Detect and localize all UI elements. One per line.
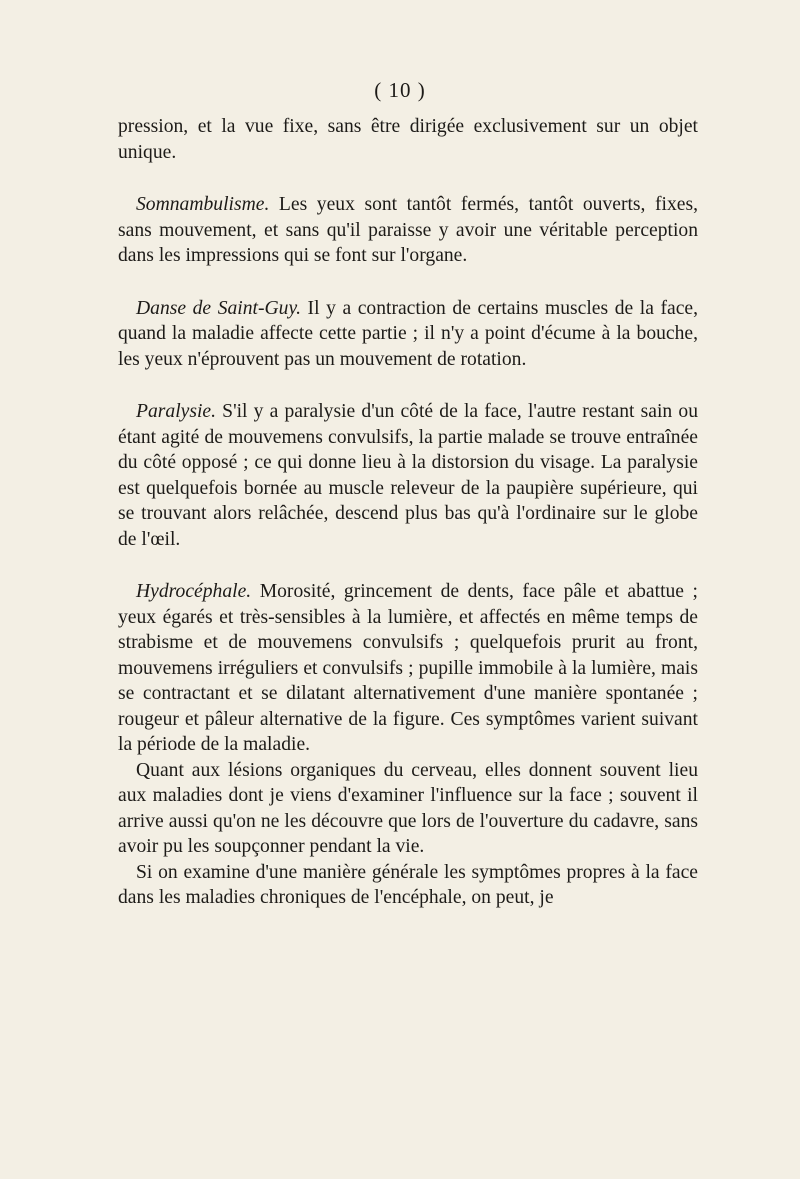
- entry-term: Danse de Saint-Guy.: [136, 297, 301, 319]
- paragraph-paralysie: [118, 399, 698, 552]
- paragraph-text: Quant aux lésions organiques du cerveau, elles donnent souvent lieu aux maladies dont je viens d'examiner l'influence sur la face ; souvent il arrive aussi qu'on ne les découvre que lors de l'ouverture du cadavre, sans avoir pu les soupçonner pendant la vie.: [118, 759, 698, 857]
- paragraph-text: pression, et la vue fixe, sans être dirigée exclusivement sur un objet unique.: [118, 116, 698, 163]
- paragraph-somnambulisme: [118, 192, 698, 269]
- paragraph-text: Les yeux sont tantôt fermés, tantôt ouverts, fixes, sans mouvement, et sans qu'il paraisse y avoir une véritable perception dans les impressions qui se font sur l'organe.: [118, 194, 698, 266]
- paragraph-lesions-organiques: [118, 758, 698, 860]
- paragraph-text: Si on examine d'une manière générale les symptômes propres à la face dans les maladies chroniques de l'encéphale, on peut, je: [118, 861, 698, 908]
- body-text: [118, 114, 698, 911]
- entry-term: Hydrocéphale.: [136, 581, 252, 602]
- paragraph-hydrocephale: [118, 579, 698, 758]
- paragraph-continuation: [118, 114, 698, 165]
- entry-term: Paralysie.: [136, 401, 216, 422]
- paragraph-symptomes-generaux: [118, 860, 698, 911]
- paragraph-text: Il y a contraction de certains muscles de la face, quand la maladie affecte cette partie ; il n'y a point d'écume à la bouche, les yeux n'éprouvent pas un mouvement de rotation.: [118, 297, 698, 370]
- entry-term: Somnambulisme.: [136, 194, 270, 215]
- paragraph-text: Morosité, grincement de dents, face pâle et abattue ; yeux égarés et très-sensibles à la lumière, et affectés en même temps de strabisme et de mouvemens convulsifs ; quelquefois prurit au front, mouvemens irréguliers et convulsifs ; pupille immobile à la lumière, mais se contractant et se dilatant alternativement d'une manière spontanée ; rougeur et pâleur alternative de la figure. Ces symptômes varient suivant la période de la maladie.: [118, 581, 698, 755]
- page-number: ( 10 ): [374, 78, 426, 102]
- paragraph-text: S'il y a paralysie d'un côté de la face, l'autre restant sain ou étant agité de mouvemens convulsifs, la partie malade se trouve entraînée du côté opposé ; ce qui donne lieu à la distorsion du visage. La paralysie est quelquefois bornée au muscle releveur de la paupière supérieure, qui se trouvant alors relâchée, descend plus bas qu'à l'ordinaire sur le globe de l'œil.: [118, 401, 698, 550]
- paragraph-danse-de-saint-guy: [118, 296, 698, 373]
